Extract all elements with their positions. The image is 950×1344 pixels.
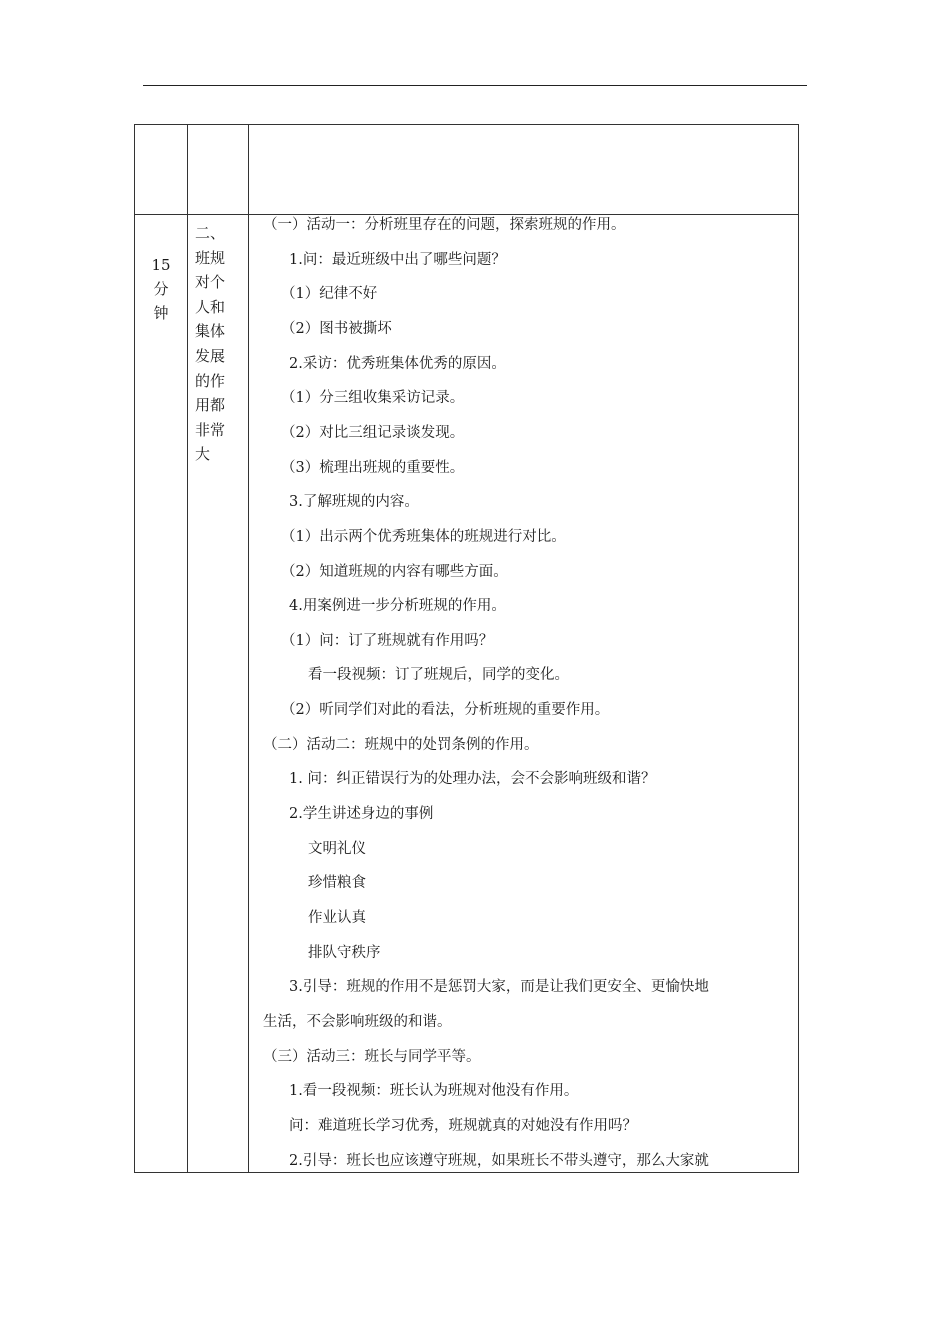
column-divider-1 (187, 125, 188, 1172)
header-rule (143, 85, 807, 86)
content-line: 排队守秩序 (308, 944, 381, 961)
content-line: 2.采访：优秀班集体优秀的原因。 (289, 355, 506, 372)
content-line: （2）听同学们对此的看法，分析班规的重要作用。 (281, 702, 610, 719)
content-line: 3.了解班规的内容。 (289, 494, 419, 511)
stage-cell-line: 的作 (195, 371, 226, 390)
content-line: （三）活动三：班长与同学平等。 (263, 1048, 481, 1065)
lesson-table (134, 124, 799, 1173)
content-line: （二）活动二：班规中的处罚条例的作用。 (263, 736, 539, 753)
stage-cell-line: 大 (195, 445, 211, 464)
stage-cell-line: 用都 (195, 396, 226, 415)
content-line: （2）知道班规的内容有哪些方面。 (281, 563, 508, 580)
content-line: 4.用案例进一步分析班规的作用。 (289, 598, 506, 615)
time-cell-line: 分 (153, 280, 169, 298)
content-line: 问：难道班长学习优秀，班规就真的对她没有作用吗？ (289, 1117, 637, 1134)
stage-cell-line: 二、 (195, 224, 226, 242)
content-line: （1）出示两个优秀班集体的班规进行对比。 (281, 528, 566, 545)
content-line: 3.引导：班规的作用不是惩罚大家，而是让我们更安全、更愉快地 (289, 979, 709, 996)
content-line: （1）分三组收集采访记录。 (281, 390, 465, 407)
content-line: 1.问：最近班级中出了哪些问题？ (289, 251, 506, 268)
content-line: 珍惜粮食 (308, 875, 366, 892)
content-line: （1）问：订了班规就有作用吗？ (281, 632, 494, 649)
time-cell-line: 15 (151, 256, 171, 274)
content-line: （一）活动一：分析班里存在的问题，探索班规的作用。 (263, 217, 626, 233)
time-cell-line: 钟 (153, 304, 169, 322)
content-line: 文明礼仪 (308, 840, 366, 857)
stage-cell-line: 对个 (195, 273, 226, 292)
content-line: 1.看一段视频：班长认为班规对他没有作用。 (289, 1083, 579, 1100)
stage-cell (195, 221, 231, 467)
stage-cell-line: 班规 (195, 248, 226, 267)
content-line: 看一段视频：订了班规后，同学的变化。 (308, 667, 569, 684)
content-line: 作业认真 (308, 910, 366, 926)
content-line: （2）图书被撕坏 (281, 320, 392, 337)
content-line: 1. 问：纠正错误行为的处理办法，会不会影响班级和谐？ (289, 771, 656, 788)
content-line: 2.学生讲述身边的事例 (289, 806, 434, 823)
stage-cell-line: 非常 (195, 420, 226, 439)
column-divider-2 (248, 125, 249, 1172)
content-line: 2.引导：班长也应该遵守班规，如果班长不带头遵守，那么大家就 (289, 1152, 709, 1169)
content-line: （1）纪律不好 (281, 286, 378, 303)
content-line: （2）对比三组记录谈发现。 (281, 424, 465, 441)
stage-cell-line: 发展 (195, 346, 226, 365)
content-line: 生活，不会影响班级的和谐。 (263, 1013, 452, 1030)
stage-cell-line: 人和 (195, 297, 226, 316)
stage-cell-line: 集体 (195, 322, 226, 341)
time-cell (135, 253, 187, 325)
content-line: （3）梳理出班规的重要性。 (281, 459, 465, 476)
